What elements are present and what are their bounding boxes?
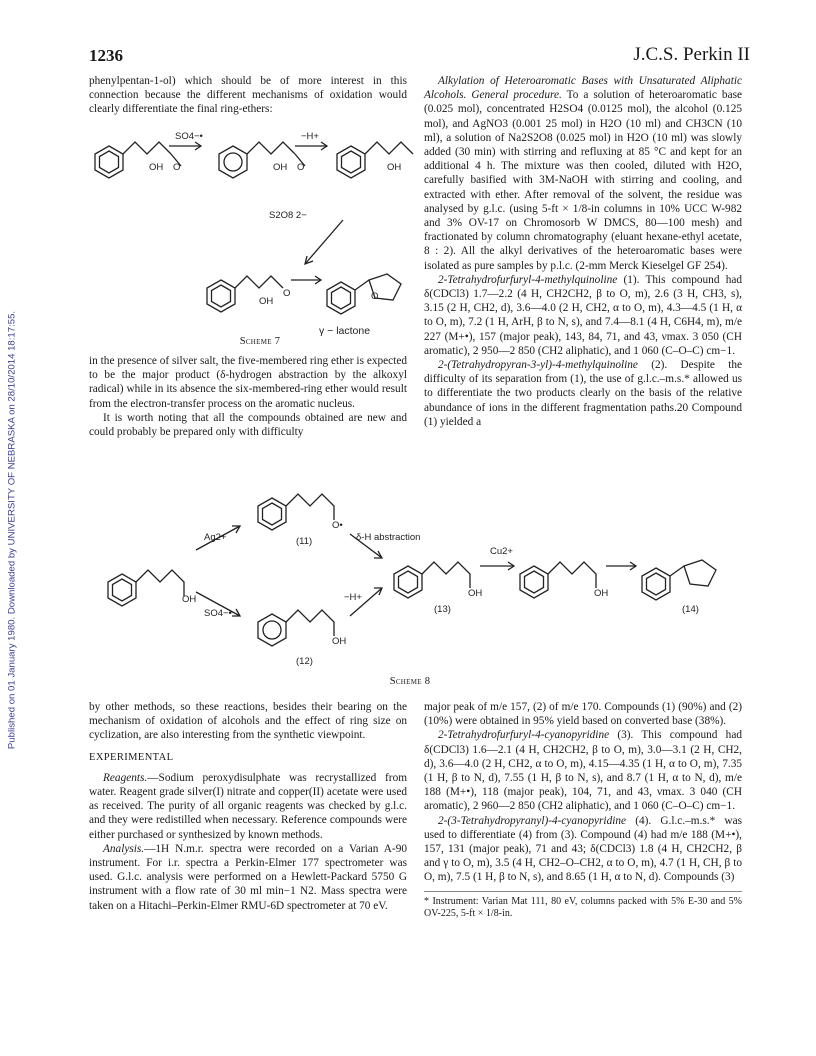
footnote: * Instrument: Varian Mat 111, 80 eV, columns packed with 5% E-30 and 5% OV-225, 5-ft × 1/8-in. <box>424 891 742 921</box>
scheme8-oh-start: OH <box>182 594 197 605</box>
scheme8-minus-h-label: −H+ <box>344 592 362 603</box>
scheme8-oh-12: OH <box>332 636 347 647</box>
scheme7-o-2: O <box>297 162 305 173</box>
scheme-7-diagram <box>89 116 419 346</box>
scheme8-compound-11 <box>258 494 334 530</box>
scheme7-oh-1: OH <box>149 162 164 173</box>
scheme7-molecule-1 <box>95 142 181 178</box>
scheme-8-diagram <box>100 470 740 670</box>
reagents-label: Reagents. <box>103 771 148 784</box>
compound-1-text: (1). This compound had δ(CDCl3) 1.7—2.2 (4 H, CH2CH2, β to O, m), 2.6 (3 H, CH3, s), 3.15 (2 H, CH2, d), 3.6—4.0 (2 H, CH2, α to O, m), 4.3—4.5 (1 H, α to O, m), 7.2 (1 H, ArH, β to N, s), and 7.4—8.1 (4 H, C6H4, m), m/e 227 (M+•), 157 (major peak), 143, 84, 71, and 43, νmax. 3 050 (CH aromatic), 2 950—2 850 (CH2 aliphatic), and 1 060 (C–O–C) cm−1. <box>424 273 743 357</box>
scheme7-oh-4: OH <box>259 296 274 307</box>
download-notice: Published on 01 January 1980. Downloaded by UNIVERSITY OF NEBRASKA on 28/10/2014 18:17:55. <box>6 310 18 750</box>
left-intro <box>89 74 407 117</box>
left-bottom-text <box>89 700 407 913</box>
left-intro-paragraph: phenylpentan-1-ol) which should be of more interest in this connection because the different mechanisms of oxidation would clearly differentiate the final ring-ethers: <box>89 75 407 116</box>
procedure-text: To a solution of heteroaromatic base (0.025 mol), concentrated H2SO4 (0.0125 mol), the alcohol (0.125 mol), and AgNO3 (0.001 25 mol) in H2O (10 ml) and CH3CN (10 ml), a solution of Na2S2O8 (0.025 mol) in H2O (10 ml) was slowly added (30 min) with stirring and refluxing at 85 °C and kept for an additional 4 h. The mixture was then cooled, diluted with H2O, carefully basified with 3M-NaOH with stirring and cooling, and extracted with ether. After removal of the solvent, the residue was analysed by g.l.c. (using 5-ft × 1/8-in columns in 10% UCC W-982 and 3% OV-17 on Chromosorb W DMCS, 80—100 mesh) and fractionated by column chromatography (eluant hexane-ethyl acetate, 8 : 2). All the alkyl derivatives of the heteroaromatic bases were isolated as pure samples by p.l.c. (2-mm Merck Kieselgel GF 254). <box>424 89 742 272</box>
compound-4-name: 2-(3-Tetrahydropyranyl)-4-cyanopyridine <box>438 814 627 827</box>
scheme7-oh-2: OH <box>273 162 288 173</box>
scheme8-so4-label: SO4−• <box>204 608 232 619</box>
scheme7-molecule-5 <box>327 274 401 314</box>
left-mid-paragraph-1: in the presence of silver salt, the five-membered ring ether is expected to be the major product (δ-hydrogen abstraction by the alkoxyl radical) while in its absence the six-membered-ring ether would result from the electron-transfer process on the aromatic nucleus. <box>89 355 407 410</box>
scheme8-start <box>108 570 184 606</box>
compound-2-text: (2). Despite the difficulty of its separation from (1), the use of g.l.c.–m.s.* allowed us to differentiate the two products clearly on the basis of the relative abundance of ions in the different fragmentation paths.20 Compound (1) yielded a <box>424 359 742 428</box>
experimental-heading: EXPERIMENTAL <box>89 751 174 763</box>
left-mid-text <box>89 354 407 439</box>
analysis-label: Analysis. <box>103 842 145 855</box>
journal-title: J.C.S. Perkin II <box>633 44 750 65</box>
scheme8-oh-13: OH <box>468 588 483 599</box>
scheme8-number-12: (12) <box>296 656 313 667</box>
scheme7-reagent-so4: SO4−• <box>175 131 203 142</box>
right-top-text <box>424 74 742 429</box>
scheme7-reagent-h: −H+ <box>301 131 319 142</box>
reagents-text: —Sodium peroxydisulphate was recrystallized from water. Reagent grade silver(I) nitrate and copper(II) acetate were used as received. The purity of all organic reagents was checked by g.l.c. and they were redistilled when necessary. Reference compounds were either purchased or synthesized by known methods. <box>89 771 407 841</box>
compound-1-name: 2-Tetrahydrofurfuryl-4-methylquinoline <box>438 273 618 286</box>
scheme7-molecule-3 <box>337 142 413 178</box>
scheme8-number-11: (11) <box>296 536 313 547</box>
compound-4-text: (4). G.l.c.–m.s.* was used to differentiate (4) from (3). Compound (4) had m/e 188 (M+•), 157, 131 (major peak), 71 and 43; δ(CDCl3) 1.8 (4 H, CH2CH2, β and γ to O, m), 3.5 (4 H, CH2–O–CH2, α to O, m), 4.7 (1 H, CH, β to O, m), 7.5 (1 H, β to N, s), and 8.65 (1 H, α to N, d). Compounds (3) <box>424 814 742 884</box>
left-mid-paragraph-2: It is worth noting that all the compounds obtained are new and could probably be prepared only with difficulty <box>89 411 407 439</box>
scheme-8-label: Scheme 8 <box>389 676 431 687</box>
scheme8-ag-label: Ag2+ <box>204 532 227 543</box>
left-bottom-paragraph: by other methods, so these reactions, besides their bearing on the mechanism of oxidation of alcohols and the effect of ring size on cyclization, are also interesting from the synthetic viewpoint. <box>89 701 407 742</box>
scheme7-molecule-2 <box>219 142 305 178</box>
scheme8-o-radical: O• <box>332 520 343 531</box>
scheme7-o-5: O <box>371 291 379 302</box>
procedure-title: Alkylation of Heteroaromatic Bases with Unsaturated Aliphatic Alcohols. General procedure. <box>424 75 742 102</box>
scheme7-o-4: O <box>283 288 291 299</box>
scheme8-number-14: (14) <box>682 604 699 615</box>
compound-3-text: (3). This compound had δ(CDCl3) 1.6—2.1 (4 H, CH2CH2, β to O, m), 3.0—3.1 (2 H, CH2, d), 3.6—4.0 (2 H, CH2, α to O, m), 4.15—4.35 (1 H, α to O, m), 7.35 (1 H, β to N, d), 7.55 (1 H, β to N, s), and 8.7 (1 H, α to N, d), m/e 188 (M+•), 118 (major peak), 104, 71, and 43, νmax. 3 040 (CH aromatic), 2 960—2 850 (CH2 aliphatic), and 1 060 (C–O–C) cm−1. <box>424 729 742 813</box>
compound-3-name: 2-Tetrahydrofurfuryl-4-cyanopyridine <box>438 729 610 742</box>
scheme8-cation <box>520 562 596 598</box>
scheme-7-label: Scheme 7 <box>239 336 281 347</box>
lactone-label: γ − lactone <box>319 325 371 337</box>
scheme7-o-1: O <box>173 162 181 173</box>
scheme8-abstraction-label: δ-H abstraction <box>356 532 421 543</box>
scheme8-compound-13 <box>394 562 470 598</box>
scheme7-reagent-s2o8: S2O8 2− <box>269 210 307 221</box>
compound-2-name: 2-(Tetrahydropyran-3-yl)-4-methylquinoline <box>438 359 638 372</box>
scheme8-cu-label: Cu2+ <box>490 546 513 557</box>
scheme8-oh-cation: OH <box>594 588 609 599</box>
right-bottom-paragraph: major peak of m/e 157, (2) of m/e 170. Compounds (1) (90%) and (2) (10%) were obtained in 95% yield based on converted base (38%). <box>424 701 742 728</box>
page-number: 1236 <box>89 46 123 65</box>
analysis-text: —1H N.m.r. spectra were recorded on a Varian A-90 instrument. For i.r. spectra a Perkin-Elmer 177 spectrometer was used. G.l.c. analysis were performed on a Hewlett-Packard 5750 G instrument with a flow rate of 30 ml min−1 N2. Mass spectra were taken on a Hitachi–Perkin-Elmer RMU-6D spectrometer at 70 eV. <box>89 842 407 912</box>
scheme8-compound-12 <box>258 610 334 646</box>
scheme8-number-13: (13) <box>434 604 451 615</box>
scheme8-compound-14 <box>642 560 716 600</box>
scheme7-oh-3: OH <box>387 162 402 173</box>
right-bottom-text <box>424 700 742 921</box>
